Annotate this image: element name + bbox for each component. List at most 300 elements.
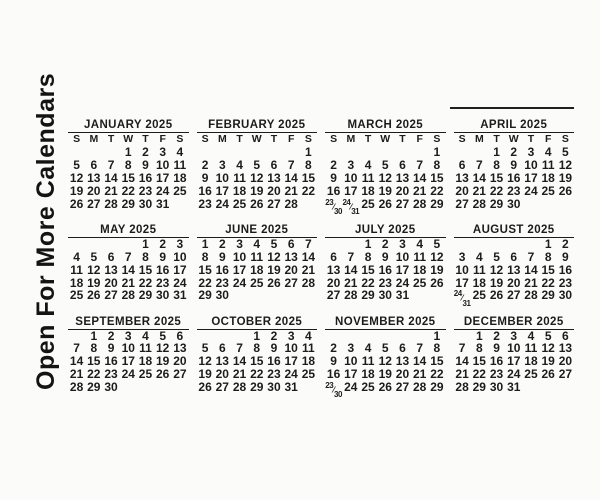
date-cell: 12 <box>198 354 212 369</box>
date-cell: 4 <box>544 145 552 159</box>
date-cell: 24 <box>215 196 229 211</box>
date-cell <box>342 146 359 159</box>
date-cell: 31 <box>395 288 410 303</box>
date-cell: 9 <box>201 170 209 185</box>
week-row <box>68 198 189 211</box>
date-cell: 7 <box>124 249 132 264</box>
date-cell: 6 <box>562 328 569 343</box>
date-cell: 8 <box>253 341 261 356</box>
date-cell: 28 <box>284 196 298 211</box>
date-cell: 16 <box>198 183 212 198</box>
date-cell: 6 <box>218 341 226 356</box>
date-cell: 22 <box>198 275 212 290</box>
date-cell: 23 <box>155 275 170 290</box>
date-cell: 27 <box>395 380 410 395</box>
week-row <box>325 185 446 198</box>
date-cell: 2 <box>107 328 115 343</box>
week-row <box>197 238 318 251</box>
date-cell: 13 <box>507 262 521 277</box>
date-cell: 24 <box>507 367 521 382</box>
date-cell: 2 <box>330 341 337 356</box>
date-cell: 15 <box>250 354 264 369</box>
date-cell <box>428 289 445 302</box>
date-cell: 28 <box>472 196 486 211</box>
date-cell: 18 <box>524 354 538 369</box>
date-cell: 6 <box>90 157 98 172</box>
date-cell: 20 <box>395 183 410 198</box>
date-cell: 27 <box>104 288 118 303</box>
date-cell: 26 <box>267 275 281 290</box>
month-july <box>325 224 446 303</box>
date-cell: 10 <box>507 341 521 356</box>
date-cell: 29 <box>138 288 153 303</box>
date-cell: 25 <box>301 367 316 382</box>
date-cell: 20 <box>104 275 118 290</box>
date-cell: 19 <box>489 275 504 290</box>
week-row <box>454 264 575 277</box>
month-title: DECEMBER 2025 <box>454 316 575 330</box>
date-cell: 17 <box>455 275 469 290</box>
date-cell: 10 <box>121 341 135 356</box>
date-cell: 3 <box>159 145 167 159</box>
week-row <box>325 264 446 277</box>
date-cell <box>171 381 188 394</box>
date-cell: 20 <box>173 354 187 369</box>
date-cell: 10 <box>344 354 358 369</box>
date-cell: 5 <box>159 328 167 343</box>
date-cell: 11 <box>173 157 187 172</box>
date-cell <box>557 198 574 211</box>
week-row <box>68 185 189 198</box>
date-cell: 30 <box>267 380 281 395</box>
date-cell <box>300 381 317 394</box>
date-cell: 1 <box>364 236 372 251</box>
date-cell: 22 <box>472 367 486 382</box>
date-cell: 14 <box>104 170 118 185</box>
date-cell: 3 <box>510 328 518 343</box>
date-cell <box>214 146 231 159</box>
month-title: JANUARY 2025 <box>68 119 189 133</box>
date-cell: 18 <box>173 170 187 185</box>
date-cell: 21 <box>472 183 486 198</box>
date-cell: 26 <box>378 196 392 211</box>
month-december <box>454 316 575 395</box>
date-cell: 10 <box>232 249 247 264</box>
date-cell: 3 <box>218 157 226 172</box>
date-cell <box>488 238 505 251</box>
weekday-label: W <box>380 133 391 145</box>
week-row <box>325 289 446 302</box>
date-cell: 29 <box>87 380 101 395</box>
date-cell: 22 <box>250 367 264 382</box>
date-cell: 1 <box>142 236 149 251</box>
date-cell: 10 <box>344 170 358 185</box>
date-cell <box>85 238 102 251</box>
date-cell: 22 <box>430 367 444 382</box>
date-cell: 19 <box>378 367 392 382</box>
date-cell: 16 <box>267 354 281 369</box>
date-cell: 25 <box>361 380 375 395</box>
date-cell: 25 <box>472 288 486 303</box>
month-march <box>325 119 446 217</box>
date-cell: 7 <box>527 249 535 264</box>
week-row <box>454 251 575 264</box>
date-cell: 4 <box>142 328 149 343</box>
date-cell: $^{24}⁄_{31}$ <box>342 197 360 216</box>
date-cell: 17 <box>232 262 247 277</box>
date-cell: 4 <box>253 236 261 251</box>
date-cell: 14 <box>69 354 84 369</box>
date-cell <box>359 146 376 159</box>
date-cell: 2 <box>510 145 518 159</box>
date-cell: 12 <box>69 170 84 185</box>
date-cell: 13 <box>326 262 341 277</box>
date-cell <box>265 289 282 302</box>
date-cell: 12 <box>378 170 392 185</box>
week-row <box>325 381 446 400</box>
date-cell: 5 <box>201 341 209 356</box>
date-cell: 26 <box>489 288 504 303</box>
date-cell: 15 <box>430 170 444 185</box>
date-cell: 11 <box>361 354 375 369</box>
date-cell: 2 <box>218 236 226 251</box>
date-cell: 13 <box>395 354 410 369</box>
date-cell: 31 <box>173 288 187 303</box>
date-cell: 8 <box>364 249 372 264</box>
date-cell: 1 <box>90 328 98 343</box>
scan-edge-line <box>450 107 574 109</box>
date-cell: 21 <box>455 367 469 382</box>
date-cell: 25 <box>69 288 84 303</box>
date-cell: 23 <box>378 275 392 290</box>
date-cell: 17 <box>395 262 410 277</box>
date-cell <box>283 146 300 159</box>
date-cell: 20 <box>326 275 341 290</box>
date-cell: 12 <box>558 157 573 172</box>
date-cell: 19 <box>430 262 444 277</box>
date-cell: 29 <box>430 196 444 211</box>
date-cell: 27 <box>215 380 229 395</box>
date-cell: $^{23}⁄_{30}$ <box>325 381 342 400</box>
date-cell: 6 <box>287 236 295 251</box>
week-row <box>197 381 318 394</box>
date-cell <box>471 238 488 251</box>
week-row <box>197 172 318 185</box>
date-cell: 6 <box>107 249 115 264</box>
date-cell <box>471 146 488 159</box>
date-cell: 29 <box>472 380 486 395</box>
date-cell: 30 <box>507 196 521 211</box>
date-cell: 11 <box>472 262 486 277</box>
date-cell: 1 <box>544 236 552 251</box>
date-cell: 17 <box>344 367 358 382</box>
date-cell: 25 <box>541 183 555 198</box>
month-title: SEPTEMBER 2025 <box>68 316 189 330</box>
date-cell: 24 <box>344 380 358 395</box>
date-cell: 26 <box>155 367 170 382</box>
date-cell: 30 <box>155 288 170 303</box>
date-cell: 1 <box>201 236 209 251</box>
date-cell <box>171 198 188 211</box>
date-cell: 21 <box>121 275 135 290</box>
date-cell: 8 <box>305 157 312 172</box>
date-cell: 10 <box>215 170 229 185</box>
month-title: JUNE 2025 <box>197 224 318 238</box>
week-row <box>454 238 575 251</box>
date-cell: 21 <box>284 183 298 198</box>
weekday-label: M <box>217 133 227 145</box>
date-cell <box>231 146 248 159</box>
date-cell: 14 <box>284 170 298 185</box>
date-cell: 20 <box>215 367 229 382</box>
week-row <box>197 159 318 172</box>
date-cell: 25 <box>524 367 538 382</box>
date-cell: 2 <box>381 236 389 251</box>
month-title: AUGUST 2025 <box>454 224 575 238</box>
date-cell: 28 <box>69 380 84 395</box>
date-cell: 25 <box>173 183 187 198</box>
date-cell: 2 <box>201 157 209 172</box>
month-title: JULY 2025 <box>325 224 446 238</box>
weekday-label: S <box>73 133 81 145</box>
date-cell <box>120 381 137 394</box>
date-cell: 17 <box>155 170 170 185</box>
week-row <box>454 146 575 159</box>
date-cell: 5 <box>381 341 389 356</box>
date-cell <box>283 289 300 302</box>
date-cell: 4 <box>73 249 80 264</box>
date-cell: 21 <box>524 275 538 290</box>
date-cell: 23 <box>507 183 521 198</box>
week-row <box>197 185 318 198</box>
week-row <box>454 172 575 185</box>
date-cell: 15 <box>301 170 316 185</box>
date-cell: 5 <box>381 157 389 172</box>
weekday-header <box>325 133 446 146</box>
week-row <box>454 159 575 172</box>
date-cell <box>120 238 137 251</box>
date-cell: 26 <box>69 196 84 211</box>
date-cell: 31 <box>284 380 298 395</box>
date-cell: 11 <box>70 262 83 277</box>
date-cell: 11 <box>302 341 315 356</box>
date-cell: 9 <box>330 354 337 369</box>
date-cell: 14 <box>412 170 427 185</box>
date-cell <box>522 381 539 394</box>
date-cell: 29 <box>198 288 212 303</box>
date-cell: 14 <box>121 262 135 277</box>
date-cell <box>377 146 394 159</box>
date-cell: 17 <box>215 183 229 198</box>
date-cell: 20 <box>558 354 573 369</box>
date-cell <box>540 198 557 211</box>
date-cell: 25 <box>361 196 375 211</box>
date-cell: 15 <box>198 262 212 277</box>
date-cell: 25 <box>412 275 427 290</box>
date-cell: 19 <box>558 170 573 185</box>
week-row <box>454 185 575 198</box>
date-cell: 9 <box>107 341 115 356</box>
date-cell: 4 <box>527 328 535 343</box>
date-cell: 1 <box>124 145 132 159</box>
date-cell: 6 <box>330 249 337 264</box>
date-cell: 11 <box>524 341 538 356</box>
date-cell: 13 <box>395 170 410 185</box>
date-cell: 27 <box>173 367 187 382</box>
date-cell: 27 <box>284 275 298 290</box>
date-cell: 5 <box>433 236 441 251</box>
date-cell: 3 <box>236 236 243 251</box>
date-cell: 2 <box>330 157 337 172</box>
date-cell: 28 <box>301 275 316 290</box>
date-cell: 5 <box>544 328 552 343</box>
week-row <box>197 198 318 211</box>
date-cell: 2 <box>142 145 149 159</box>
date-cell: 28 <box>121 288 135 303</box>
date-cell: 30 <box>489 380 504 395</box>
date-cell: 22 <box>489 183 504 198</box>
date-cell: 1 <box>433 328 441 343</box>
weekday-label: S <box>330 133 338 145</box>
date-cell <box>454 238 471 251</box>
date-cell: 4 <box>475 249 483 264</box>
month-title: NOVEMBER 2025 <box>325 316 446 330</box>
date-cell: 24 <box>121 367 135 382</box>
date-cell: 13 <box>455 170 469 185</box>
date-cell: 22 <box>121 183 135 198</box>
week-row <box>197 264 318 277</box>
date-cell: 2 <box>562 236 569 251</box>
open-for-more-calendars-label: Open For More Calendars <box>32 72 60 390</box>
date-cell: 27 <box>507 288 521 303</box>
date-cell <box>394 146 411 159</box>
weekday-label: S <box>176 133 184 145</box>
date-cell: 26 <box>87 288 101 303</box>
week-row <box>325 238 446 251</box>
date-cell: 15 <box>87 354 101 369</box>
date-cell: 20 <box>455 183 469 198</box>
date-cell: 7 <box>236 341 243 356</box>
date-cell: 18 <box>232 183 247 198</box>
date-cell: 18 <box>361 183 375 198</box>
date-cell: 26 <box>198 380 212 395</box>
date-cell: 16 <box>155 262 170 277</box>
date-cell: 23 <box>138 183 153 198</box>
date-cell: 22 <box>87 367 101 382</box>
date-cell: 1 <box>475 328 483 343</box>
week-row <box>197 146 318 159</box>
weekday-label: T <box>527 133 535 145</box>
date-cell: 3 <box>287 328 295 343</box>
date-cell: 1 <box>493 145 500 159</box>
month-june <box>197 224 318 303</box>
date-cell: 25 <box>250 275 264 290</box>
date-cell: 5 <box>562 145 569 159</box>
date-cell: 22 <box>138 275 153 290</box>
date-cell: 16 <box>138 170 153 185</box>
date-cell: 19 <box>155 354 170 369</box>
date-cell: 16 <box>326 183 341 198</box>
date-cell: 27 <box>558 367 573 382</box>
date-cell: 9 <box>218 249 226 264</box>
date-cell: 20 <box>395 367 410 382</box>
weekday-label: S <box>458 133 466 145</box>
date-cell: 14 <box>524 262 538 277</box>
date-cell: 4 <box>364 341 372 356</box>
week-row <box>68 251 189 264</box>
date-cell: 28 <box>524 288 538 303</box>
date-cell: 6 <box>510 249 518 264</box>
date-cell: 14 <box>301 249 316 264</box>
date-cell: 17 <box>524 170 538 185</box>
date-cell <box>522 198 539 211</box>
date-cell <box>154 381 171 394</box>
date-cell: 11 <box>541 157 555 172</box>
date-cell: 13 <box>87 170 101 185</box>
date-cell: 12 <box>250 170 264 185</box>
date-cell: 25 <box>138 367 153 382</box>
date-cell: 6 <box>458 157 466 172</box>
date-cell: 7 <box>416 157 424 172</box>
date-cell: 9 <box>330 170 337 185</box>
date-cell: 1 <box>253 328 261 343</box>
week-row <box>68 159 189 172</box>
month-september <box>68 316 189 395</box>
date-cell: 31 <box>507 380 521 395</box>
date-cell: 15 <box>138 262 153 277</box>
date-cell: 6 <box>399 157 406 172</box>
date-cell: 2 <box>270 328 278 343</box>
date-cell: 7 <box>416 341 424 356</box>
date-cell: 22 <box>430 183 444 198</box>
date-cell: 12 <box>541 341 555 356</box>
week-row <box>197 289 318 302</box>
date-cell: 13 <box>267 170 281 185</box>
month-april <box>454 119 575 211</box>
date-cell: 17 <box>121 354 135 369</box>
date-cell: 24 <box>284 367 298 382</box>
date-cell: 28 <box>412 196 427 211</box>
weekday-label: F <box>416 133 423 145</box>
date-cell: 21 <box>344 275 358 290</box>
date-cell: $^{24}⁄_{31}$ <box>453 289 471 308</box>
date-cell: 26 <box>378 380 392 395</box>
date-cell: 28 <box>344 288 358 303</box>
date-cell: 12 <box>87 262 101 277</box>
month-title: FEBRUARY 2025 <box>197 119 318 133</box>
date-cell: 7 <box>475 157 483 172</box>
date-cell: 16 <box>215 262 229 277</box>
date-cell: 23 <box>267 367 281 382</box>
month-may <box>68 224 189 303</box>
date-cell: 18 <box>361 367 375 382</box>
date-cell: 9 <box>159 249 167 264</box>
week-row <box>325 159 446 172</box>
date-cell: 11 <box>413 249 427 264</box>
date-cell: 19 <box>87 275 101 290</box>
date-cell: 11 <box>233 170 246 185</box>
month-october <box>197 316 318 395</box>
date-cell: 24 <box>395 275 410 290</box>
date-cell: 10 <box>524 157 538 172</box>
date-cell <box>248 146 265 159</box>
date-cell <box>68 238 85 251</box>
weekday-label: S <box>304 133 312 145</box>
date-cell: 3 <box>347 157 355 172</box>
month-title: MAY 2025 <box>68 224 189 238</box>
date-cell: 7 <box>287 157 295 172</box>
date-cell: 2 <box>493 328 500 343</box>
